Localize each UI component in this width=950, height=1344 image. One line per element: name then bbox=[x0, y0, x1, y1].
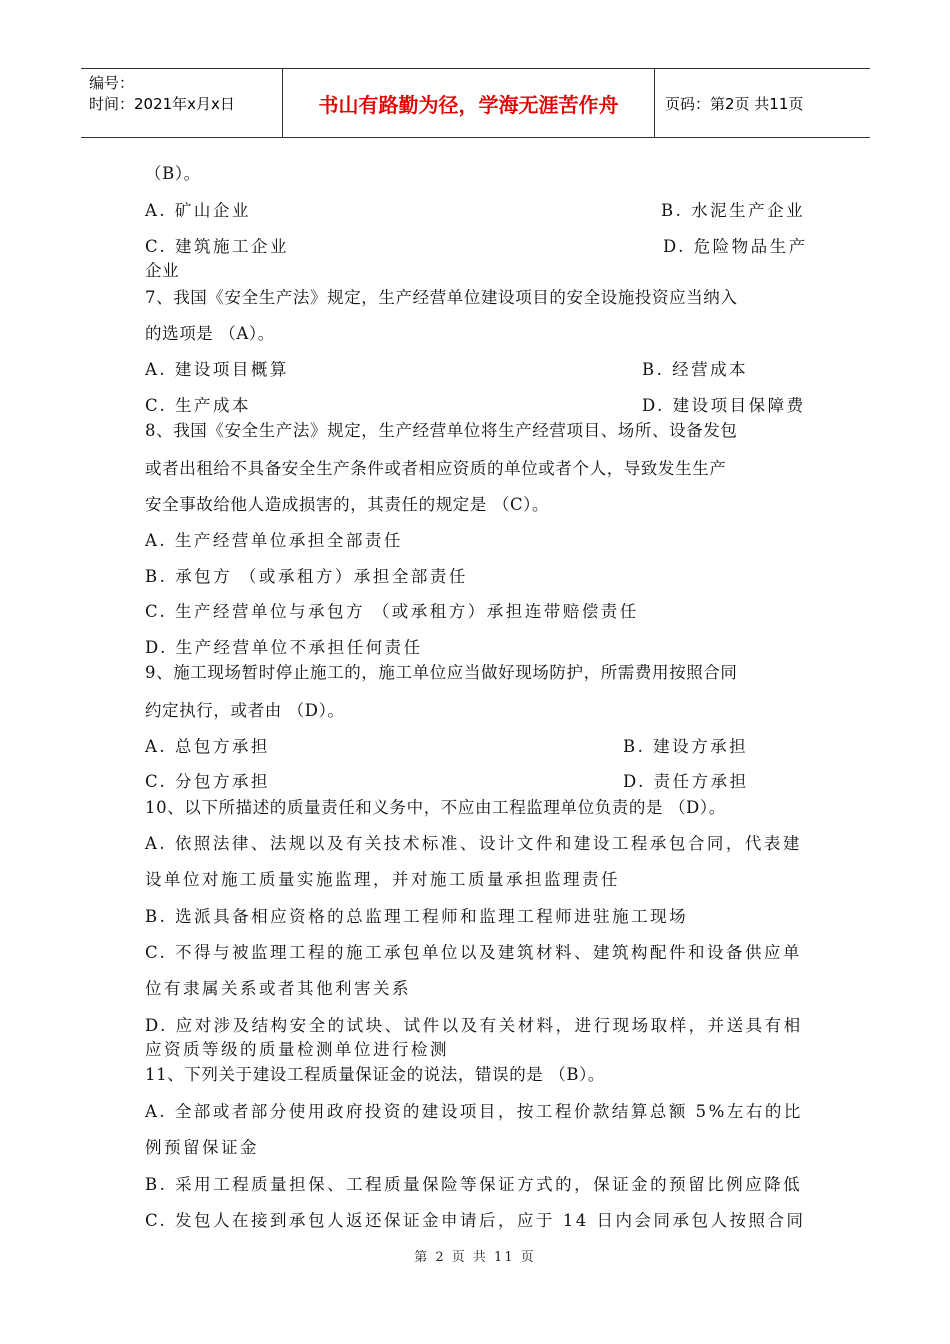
option-b: B. 承包方 （或承租方）承担全部责任 bbox=[145, 567, 468, 586]
document-header bbox=[81, 68, 870, 138]
text-line: 企业 bbox=[145, 261, 180, 280]
option-d: D. 责任方承担 bbox=[623, 772, 749, 791]
option-c: C. 发包人在接到承包人返还保证金申请后，应于 14 日内会同承包人按照合同 bbox=[145, 1211, 806, 1230]
time-label: 时间：2021年x月x日 bbox=[89, 95, 235, 113]
option-c: C. 生产成本 bbox=[145, 396, 252, 415]
text-line: 应资质等级的质量检测单位进行检测 bbox=[145, 1040, 449, 1059]
page-footer: 第 2 页 共 11 页 bbox=[414, 1250, 536, 1265]
header-meta bbox=[89, 73, 279, 115]
question-11: 11、下列关于建设工程质量保证金的说法，错误的是 （B）。 bbox=[145, 1065, 606, 1084]
text-line: 或者出租给不具备安全生产条件或者相应资质的单位或者个人，导致发生生产 bbox=[145, 459, 727, 478]
option-a: A. 依照法律、法规以及有关技术标准、设计文件和建设工程承包合同，代表建 bbox=[145, 834, 802, 853]
text-line: 安全事故给他人造成损害的，其责任的规定是 （C）。 bbox=[145, 495, 550, 514]
option-b: B. 采用工程质量担保、工程质量保险等保证方式的，保证金的预留比例应降低 bbox=[145, 1175, 803, 1194]
option-a: A. 生产经营单位承担全部责任 bbox=[145, 531, 403, 550]
header-divider bbox=[654, 69, 655, 137]
text-line: （B）。 bbox=[145, 164, 201, 183]
question-8: 8、我国《安全生产法》规定，生产经营单位将生产经营项目、场所、设备发包 bbox=[145, 421, 738, 440]
option-c: C. 不得与被监理工程的施工承包单位以及建筑材料、建筑构配件和设备供应单 bbox=[145, 943, 803, 962]
serial-label: 编号： bbox=[89, 74, 135, 92]
option-a: A. 建设项目概算 bbox=[145, 360, 289, 379]
text-line: 设单位对施工质量实施监理，并对施工质量承担监理责任 bbox=[145, 870, 620, 889]
option-b: B. 水泥生产企业 bbox=[661, 201, 806, 220]
text-line: 约定执行，或者由 （D）。 bbox=[145, 701, 345, 720]
option-b: B. 建设方承担 bbox=[623, 737, 749, 756]
option-d: D. 建设项目保障费 bbox=[642, 396, 806, 415]
text-line: 位有隶属关系或者其他利害关系 bbox=[145, 979, 411, 998]
header-motto: 书山有路勤为径，学海无涯苦作舟 bbox=[318, 92, 619, 117]
option-c: C. 分包方承担 bbox=[145, 772, 271, 791]
text-line: 例预留保证金 bbox=[145, 1138, 259, 1157]
text-line: 的选项是 （A）。 bbox=[145, 324, 275, 343]
question-7: 7、我国《安全生产法》规定，生产经营单位建设项目的安全设施投资应当纳入 bbox=[145, 288, 738, 307]
option-c: C. 建筑施工企业 bbox=[145, 237, 290, 256]
option-a: A. 全部或者部分使用政府投资的建设项目，按工程价款结算总额 5%左右的比 bbox=[145, 1102, 803, 1121]
option-d: D. 生产经营单位不承担任何责任 bbox=[145, 638, 423, 657]
option-b: B. 经营成本 bbox=[642, 360, 749, 379]
question-9: 9、施工现场暂时停止施工的，施工单位应当做好现场防护，所需费用按照合同 bbox=[145, 663, 738, 682]
header-page-info: 页码：第2页 共11页 bbox=[665, 94, 804, 113]
option-d: D. 应对涉及结构安全的试块、试件以及有关材料，进行现场取样，并送具有相 bbox=[145, 1016, 803, 1035]
option-a: A. 总包方承担 bbox=[145, 737, 270, 756]
option-d: D. 危险物品生产 bbox=[663, 237, 808, 256]
option-b: B. 选派具备相应资格的总监理工程师和监理工程师进驻施工现场 bbox=[145, 907, 689, 926]
option-a: A. 矿山企业 bbox=[145, 201, 251, 220]
question-10: 10、以下所描述的质量责任和义务中，不应由工程监理单位负责的是 （D）。 bbox=[145, 798, 726, 817]
option-c: C. 生产经营单位与承包方 （或承租方）承担连带赔偿责任 bbox=[145, 602, 639, 621]
